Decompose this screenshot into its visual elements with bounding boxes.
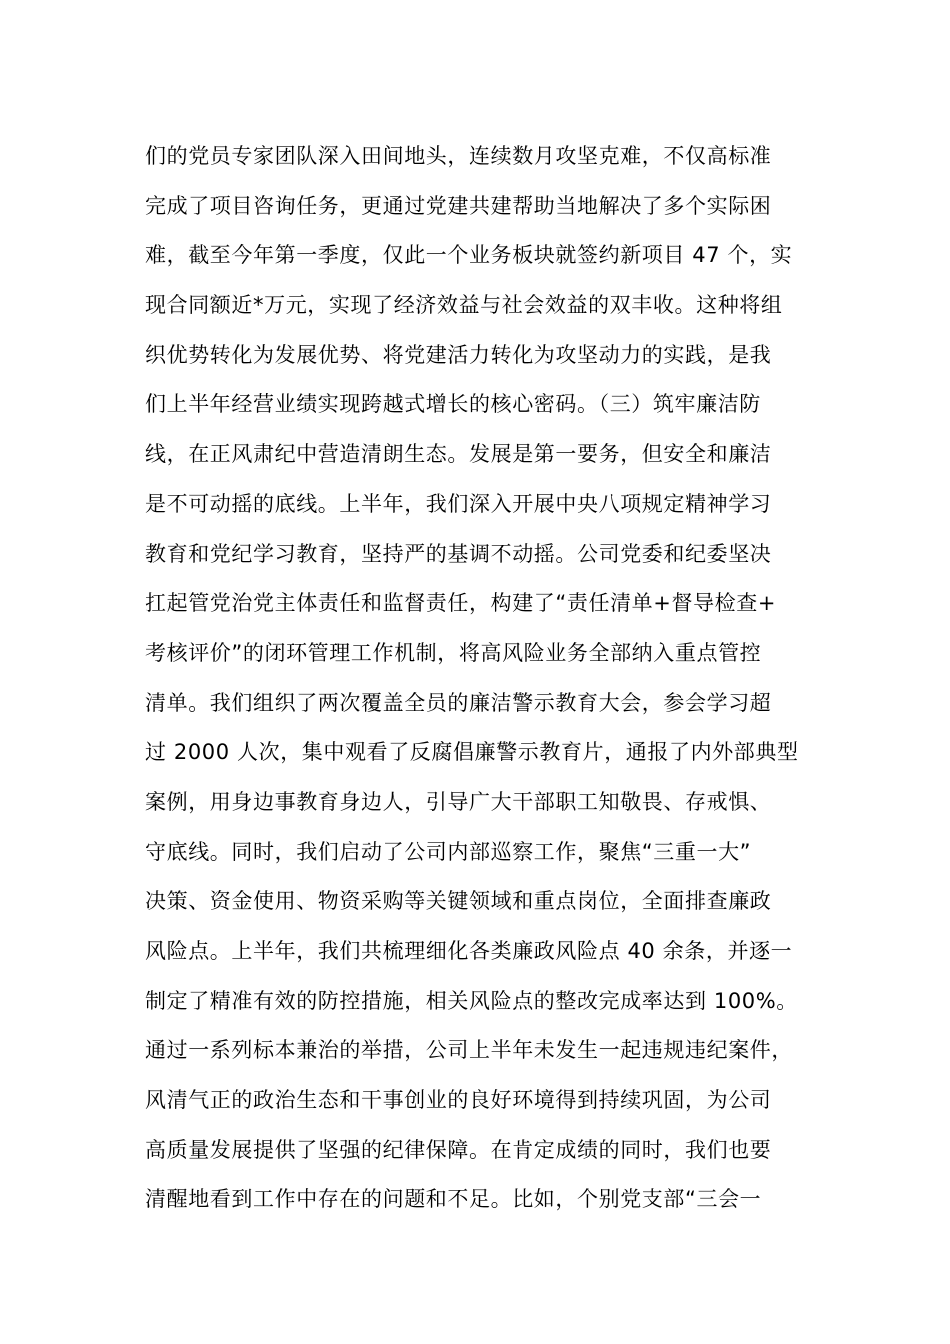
text-line: 制定了精准有效的防控措施，相关风险点的整改完成率达到 100%。	[145, 988, 798, 1013]
text-line: 决策、资金使用、物资采购等关键领域和重点岗位，全面排查廉政	[145, 889, 772, 914]
text-line: 清醒地看到工作中存在的问题和不足。比如，个别党支部“三会一	[145, 1187, 762, 1212]
text-line: 考核评价”的闭环管理工作机制，将高风险业务全部纳入重点管控	[145, 640, 762, 665]
text-line: 们上半年经营业绩实现跨越式增长的核心密码。（三）筑牢廉洁防	[145, 392, 761, 417]
text-line: 案例，用身边事教育身边人，引导广大干部职工知敬畏、存戒惧、	[145, 789, 772, 814]
text-line: 扛起管党治党主体责任和监督责任，构建了“责任清单+督导检查+	[145, 591, 777, 616]
text-line: 是不可动摇的底线。上半年，我们深入开展中央八项规定精神学习	[145, 491, 772, 516]
text-line: 高质量发展提供了坚强的纪律保障。在肯定成绩的同时，我们也要	[145, 1137, 772, 1162]
text-line: 过 2000 人次，集中观看了反腐倡廉警示教育片，通报了内外部典型	[145, 740, 799, 765]
text-line: 织优势转化为发展优势、将党建活力转化为攻坚动力的实践，是我	[145, 342, 772, 367]
text-line: 通过一系列标本兼治的举措，公司上半年未发生一起违规违纪案件，	[145, 1038, 793, 1063]
text-line: 难，截至今年第一季度，仅此一个业务板块就签约新项目 47 个，实	[145, 243, 793, 268]
body-text	[145, 132, 845, 1225]
text-line: 风清气正的政治生态和干事创业的良好环境得到持续巩固，为公司	[145, 1088, 772, 1113]
text-line: 教育和党纪学习教育，坚持严的基调不动摇。公司党委和纪委坚决	[145, 541, 772, 566]
text-line: 们的党员专家团队深入田间地头，连续数月攻坚克难，不仅高标准	[145, 144, 772, 168]
text-line: 现合同额近*万元，实现了经济效益与社会效益的双丰收。这种将组	[145, 293, 783, 318]
text-line: 风险点。上半年，我们共梳理细化各类廉政风险点 40 余条，并逐一	[145, 939, 793, 963]
text-line: 线，在正风肃纪中营造清朗生态。发展是第一要务，但安全和廉洁	[145, 442, 772, 467]
text-line: 完成了项目咨询任务，更通过党建共建帮助当地解决了多个实际困	[145, 193, 772, 218]
text-line: 守底线。同时，我们启动了公司内部巡察工作，聚焦“三重一大”	[145, 839, 752, 864]
text-line: 清单。我们组织了两次覆盖全员的廉洁警示教育大会，参会学习超	[145, 690, 772, 715]
